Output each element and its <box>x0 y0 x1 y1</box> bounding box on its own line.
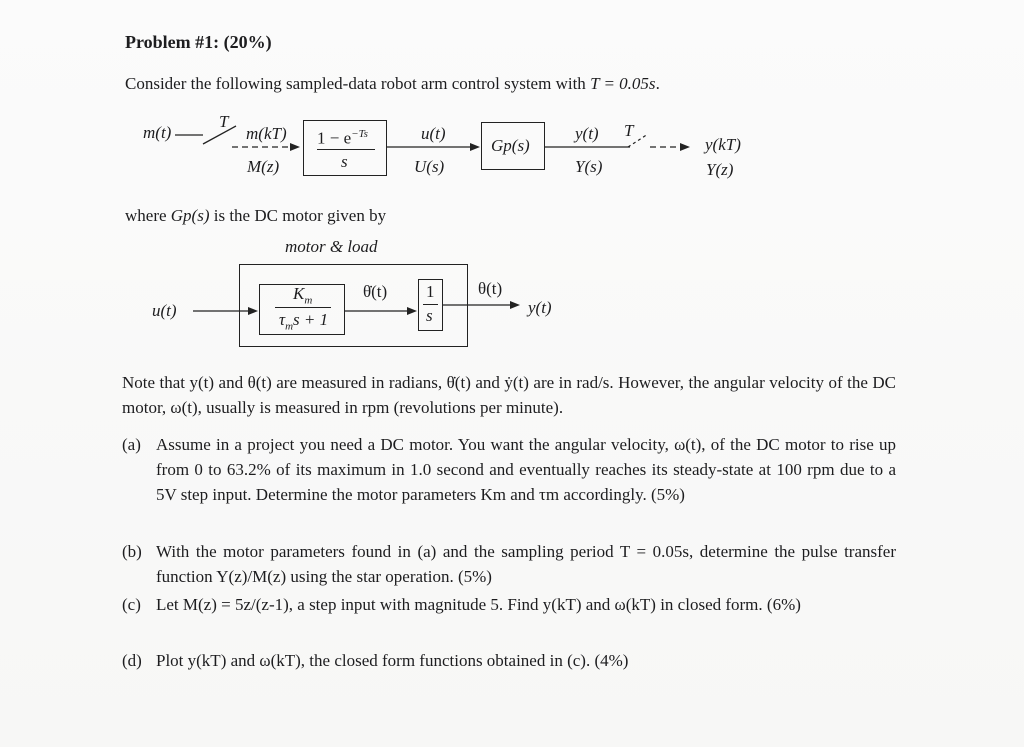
label-y-t: y(t) <box>575 124 599 143</box>
intro-end: . <box>655 74 660 93</box>
label-sampling-T: T <box>219 112 229 131</box>
arrow-to-integrator <box>407 307 417 315</box>
part-d-text: Plot y(kT) and ω(kT), the closed form functions obtained in (c). (4%) <box>156 651 629 670</box>
where-suffix: is the DC motor given by <box>213 206 387 225</box>
part-c <box>122 592 896 642</box>
part-b <box>122 539 896 589</box>
part-d-label: (d) <box>122 651 142 670</box>
zoh-denominator: s <box>341 152 348 171</box>
part-d <box>122 648 896 674</box>
theta-label: θ(t) <box>478 279 503 298</box>
tau-symbol: τ <box>279 310 286 329</box>
km-subscript: m <box>304 294 313 307</box>
label-u-t: u(t) <box>421 124 446 143</box>
problem-weight: (20%) <box>223 32 272 52</box>
motor-tf-denominator <box>279 310 328 336</box>
zoh-num-text: 1 − e <box>317 128 352 148</box>
sampling-period: T = 0.05s <box>590 74 656 93</box>
where-prefix: where <box>125 206 167 225</box>
motor-tf-bar <box>275 307 331 308</box>
label-Y-s: Y(s) <box>575 157 603 176</box>
arrow-to-motor-tf <box>248 307 258 315</box>
integrator-numerator: 1 <box>426 282 435 301</box>
motor-input-label: u(t) <box>152 301 177 320</box>
part-a <box>122 432 896 532</box>
motor-load-caption: motor & load <box>285 237 378 256</box>
part-c-text: Let M(z) = 5z/(z-1), a step input with magnitude 5. Find y(kT) and ω(kT) in closed form. (6%) <box>156 595 801 614</box>
theta-dot-label: θ̇(t) <box>363 282 388 301</box>
label-m-kT: m(kT) <box>246 124 287 143</box>
label-output-T: T <box>624 121 634 140</box>
part-b-label: (b) <box>122 542 142 561</box>
where-symbol: Gp(s) <box>170 206 210 225</box>
part-a-text: Assume in a project you need a DC motor. You want the angular velocity, ω(t), of the DC motor to rise up from 0 to 63.2% of its maximum in 1.0 second and eventually reaches its steady-state at 100 rpm due to a 5V step input. Determine the motor parameters Km and τm accordingly. (5%) <box>156 435 896 504</box>
motor-output-label: y(t) <box>528 298 552 317</box>
problem-number: Problem #1: <box>125 32 220 52</box>
integrator-denominator: s <box>426 306 433 325</box>
intro-text: Consider the following sampled-data robot arm control system with <box>125 74 586 93</box>
part-a-label: (a) <box>122 435 141 454</box>
part-b-text: With the motor parameters found in (a) and the sampling period T = 0.05s, determine the pulse transfer function Y(z)/M(z) using the star operation. (5%) <box>156 542 896 586</box>
plant-label: Gp(s) <box>491 136 530 155</box>
label-Y-z: Y(z) <box>706 160 734 179</box>
label-M-z: M(z) <box>247 157 280 176</box>
zoh-exponent: −Ts <box>351 128 368 140</box>
arrow-to-y <box>510 301 520 309</box>
note-text: Note that y(t) and θ(t) are measured in radians, θ̇(t) and ẏ(t) are in rad/s. However, the angular velocity of the DC motor, ω(t), usually is measured in rpm (revolutions per minute). <box>122 373 896 417</box>
part-c-label: (c) <box>122 595 141 614</box>
tau-rest: s + 1 <box>293 310 329 329</box>
tau-subscript: m <box>285 320 294 333</box>
integrator-bar <box>423 304 438 305</box>
label-U-s: U(s) <box>414 157 445 176</box>
km-symbol: K <box>293 284 305 303</box>
label-m-t: m(t) <box>143 123 172 142</box>
label-y-kT: y(kT) <box>705 135 741 154</box>
